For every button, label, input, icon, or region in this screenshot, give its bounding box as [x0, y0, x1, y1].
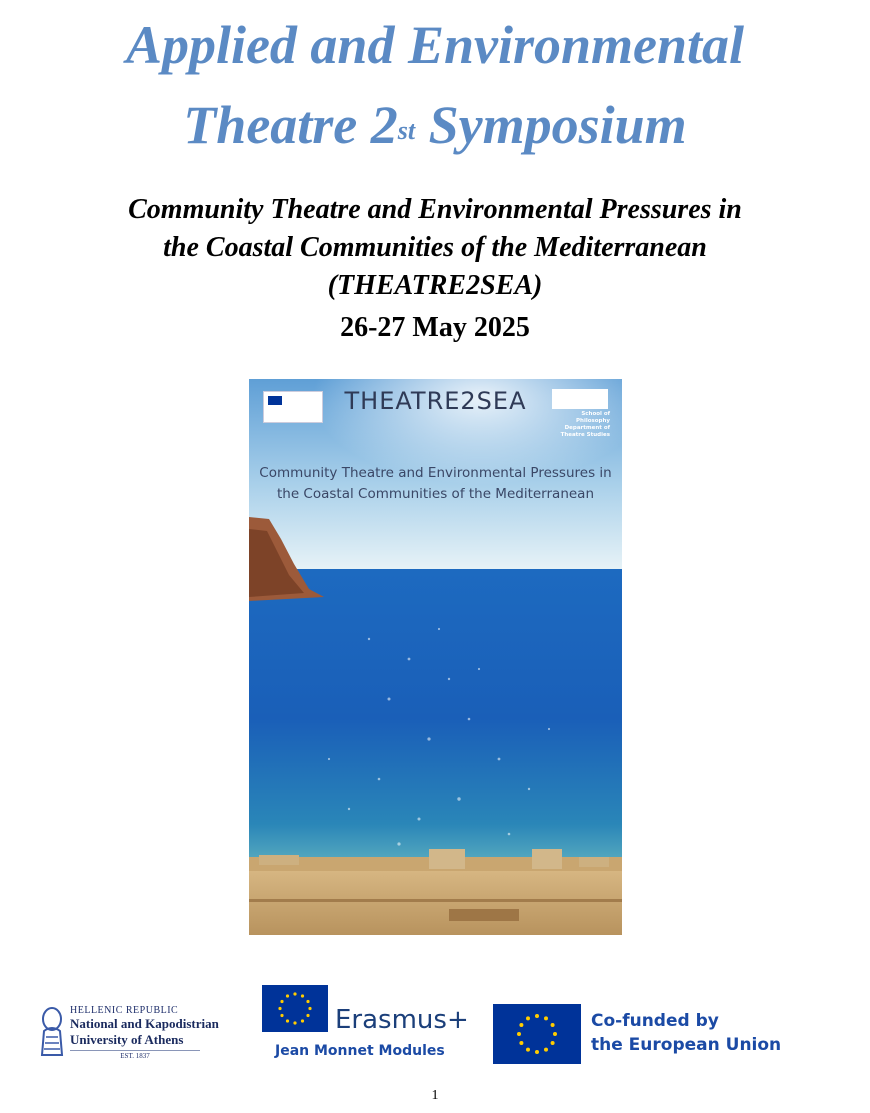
badge-text: Department of [564, 425, 610, 431]
title-superscript: st [397, 116, 416, 145]
badge-text: Theatre Studies [560, 432, 610, 438]
eu-flag-icon [493, 1004, 581, 1064]
athena-seal-icon [38, 1005, 66, 1057]
university-name [70, 1005, 219, 1060]
cofunded-line: Co-funded by [591, 1011, 719, 1031]
subtitle-line3: (THEATRE2SEA) [327, 270, 543, 301]
poster-subtitle-line: the Coastal Communities of the Mediterranean [276, 486, 595, 502]
university-logo-icon [552, 389, 608, 409]
symposium-title-line2 [0, 94, 870, 156]
title-part: Theatre 2 [183, 95, 398, 155]
jean-monnet-label: Jean Monnet Modules [275, 1043, 445, 1059]
event-date: 26-27 May 2025 [340, 312, 530, 343]
poster-subtitle [249, 463, 622, 505]
eu-flag-icon [262, 985, 328, 1032]
symposium-title-line1: Applied and Environmental [125, 15, 745, 75]
event-poster [249, 379, 622, 935]
subtitle-line1: Community Theatre and Environmental Pressures in [128, 194, 742, 225]
badge-text: School of Philosophy [576, 411, 610, 424]
subtitle-line2: the Coastal Communities of the Mediterranean [163, 232, 707, 263]
poster-university-badge [546, 389, 610, 449]
title-part: Symposium [415, 95, 687, 155]
university-line: University of Athens [70, 1032, 184, 1047]
page-number: 1 [431, 1088, 439, 1103]
sponsor-footer [0, 985, 870, 1065]
university-line: National and Kapodistrian [70, 1016, 219, 1031]
poster-subtitle-line: Community Theatre and Environmental Pressures in [259, 465, 612, 481]
cofunded-label [591, 1009, 781, 1057]
poster-title: THEATRE2SEA [344, 387, 527, 415]
cofunded-line: the European Union [591, 1035, 782, 1055]
erasmus-wordmark: Erasmus+ [335, 1005, 469, 1035]
university-est: EST. 1837 [70, 1050, 200, 1060]
university-line: HELLENIC REPUBLIC [70, 1005, 179, 1016]
